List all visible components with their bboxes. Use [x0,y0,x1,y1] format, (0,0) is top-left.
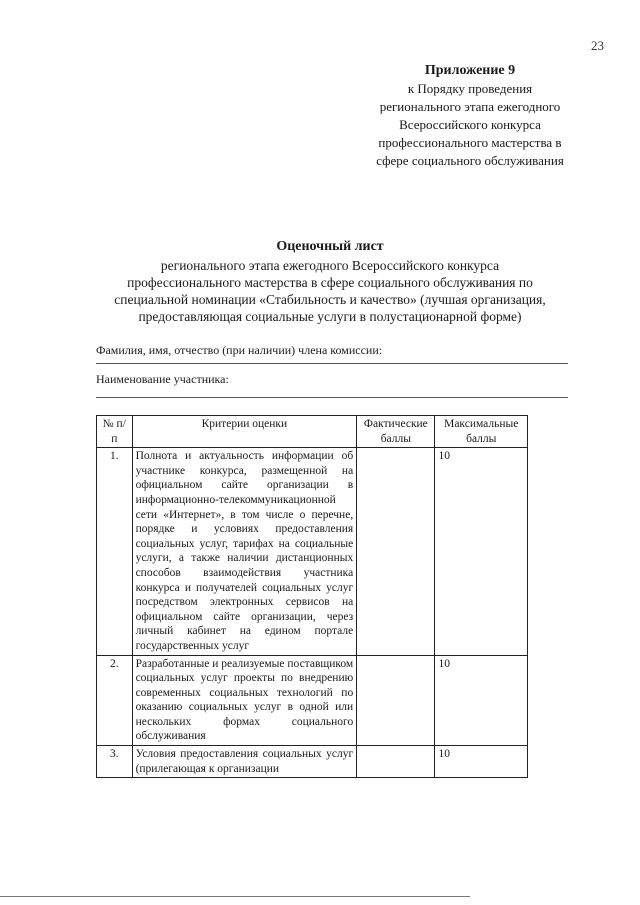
appendix-line: сфере социального обслуживания [376,153,564,168]
row-criteria: Полнота и актуальность информации об участнике конкурса, размещенной на официальном сайте организации в информационно-телекоммуникационной сети «Интернет», в том числе о перечне, порядке и условиях предоставления социальных услуг, тарифах на социальные услуги, а также наличии дистанционных способов взаимодействия участника конкурса и получателей социальных услуг посредством электронных сервисов на официальном сайте организации, через личный кабинет на едином портале государственных услуг [132,448,357,655]
table-row [97,746,528,778]
row-max: 10 [435,448,528,655]
appendix-title: Приложение 9 [424,63,516,78]
sheet-subtitle-line: профессионального мастерства в сфере социального обслуживания по [127,275,533,290]
table-row [97,448,528,655]
sheet-title-block [60,238,600,325]
appendix-line: регионального этапа ежегодного [379,99,561,114]
table-header-row [97,416,528,448]
row-criteria: Разработанные и реализуемые поставщиком социальных услуг проекты по внедрению современных социальных технологий по оказанию социальных услуг в одной или нескольких формах социального обслуживания [132,655,357,746]
evaluation-table [96,415,528,778]
row-max: 10 [435,655,528,746]
participant-line [96,397,568,398]
sheet-subtitle-line: регионального этапа ежегодного Всероссийского конкурса [160,258,500,273]
row-criteria: Условия предоставления социальных услуг (прилегающая к организации [132,746,357,778]
row-actual [357,655,435,746]
appendix-line: Всероссийского конкурса [399,117,541,132]
row-actual [357,746,435,778]
participant-label: Наименование участника: [96,372,229,386]
row-num: 3. [97,746,133,778]
sheet-title: Оценочный лист [276,239,384,254]
row-num: 2. [97,655,133,746]
row-actual [357,448,435,655]
header-criteria: Критерии оценки [132,416,357,448]
page-number: 23 [591,38,604,53]
commission-member-label: Фамилия, имя, отчество (при наличии) члена комиссии: [96,343,383,357]
appendix-block [340,62,600,170]
commission-member-line [96,363,568,364]
row-num: 1. [97,448,133,655]
table-row [97,655,528,746]
appendix-line: к Порядку проведения [407,81,533,96]
footer-divider [0,896,470,897]
header-num: № п/п [97,416,133,448]
sheet-subtitle-line: предоставляющая социальные услуги в полустационарной форме) [138,309,522,324]
sheet-subtitle-line: специальной номинации «Стабильность и качество» (лучшая организация, [114,292,546,307]
row-max: 10 [435,746,528,778]
header-actual: Фактические баллы [357,416,435,448]
header-max: Максимальные баллы [435,416,528,448]
appendix-line: профессионального мастерства в [378,135,562,150]
